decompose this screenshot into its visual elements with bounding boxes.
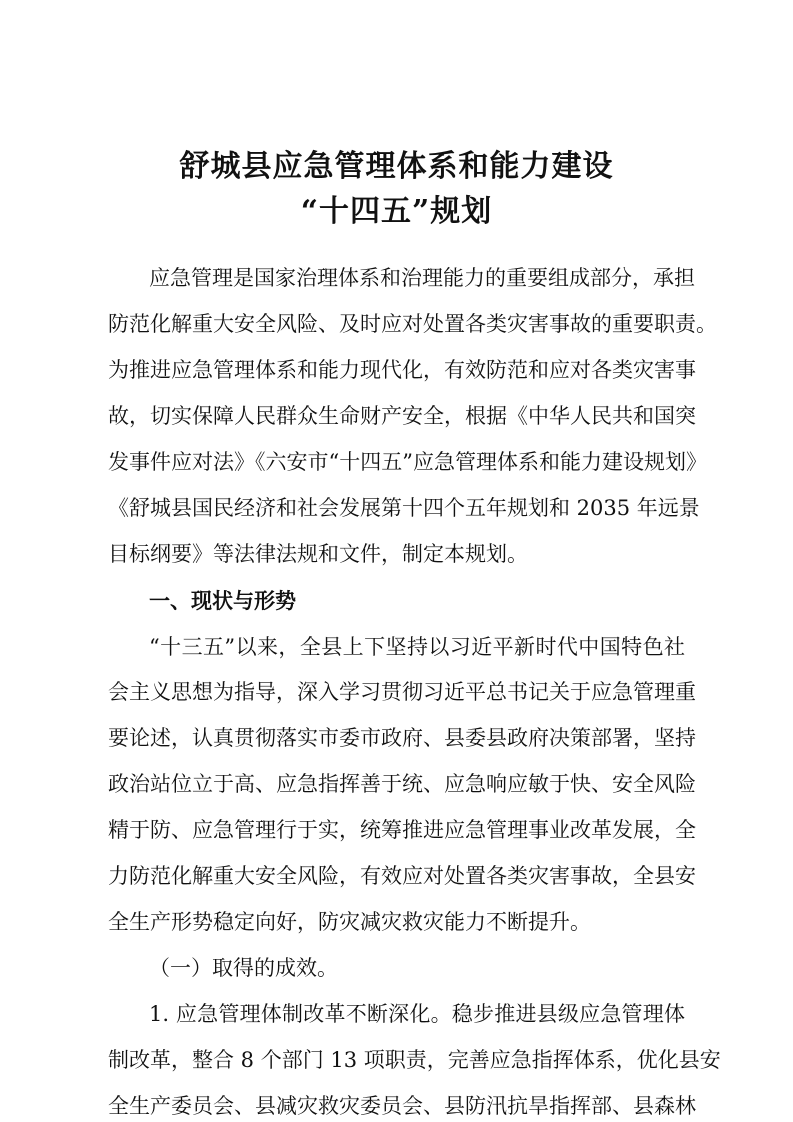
section-paragraph-line: 会主义思想为指导，深入学习贯彻习近平总书记关于应急管理重: [108, 680, 696, 704]
subsection-heading: （一）取得的成效。: [149, 956, 338, 980]
item-line: 制改革，整合 8 个部门 13 项职责，完善应急指挥体系，优化县安: [108, 1048, 721, 1072]
section-heading: 一、现状与形势: [149, 589, 296, 613]
item-line: 全生产委员会、县减灾救灾委员会、县防汛抗旱指挥部、县森林: [108, 1094, 696, 1118]
intro-line: 发事件应对法》《六安市“十四五”应急管理体系和能力建设规划》: [108, 450, 707, 474]
intro-line: 故，切实保障人民群众生命财产安全，根据《中华人民共和国突: [108, 404, 696, 428]
item-line: 1. 应急管理体制改革不断深化。稳步推进县级应急管理体: [149, 1002, 685, 1026]
intro-line: 目标纲要》等法律法规和文件，制定本规划。: [108, 542, 528, 566]
section-paragraph-line: 精于防、应急管理行于实，统筹推进应急管理事业改革发展，全: [108, 818, 696, 842]
section-paragraph-line: 力防范化解重大安全风险，有效应对处置各类灾害事故，全县安: [108, 864, 696, 888]
section-paragraph-line: 要论述，认真贯彻落实市委市政府、县委县政府决策部署，坚持: [108, 726, 696, 750]
intro-line: 《舒城县国民经济和社会发展第十四个五年规划和 2035 年远景: [108, 496, 700, 520]
section-paragraph-line: 政治站位立于高、应急指挥善于统、应急响应敏于快、安全风险: [108, 772, 696, 796]
intro-line: 防范化解重大安全风险、及时应对处置各类灾害事故的重要职责。: [108, 312, 717, 336]
document-title-line-1: 舒城县应急管理体系和能力建设: [179, 149, 614, 184]
document-title-line-2: “十四五”规划: [300, 194, 493, 229]
intro-line: 应急管理是国家治理体系和治理能力的重要组成部分，承担: [149, 266, 695, 290]
section-paragraph-line: 全生产形势稳定向好，防灾减灾救灾能力不断提升。: [108, 910, 591, 934]
intro-line: 为推进应急管理体系和能力现代化，有效防范和应对各类灾害事: [108, 358, 696, 382]
section-paragraph-line: “十三五”以来，全县上下坚持以习近平新时代中国特色社: [149, 635, 685, 659]
